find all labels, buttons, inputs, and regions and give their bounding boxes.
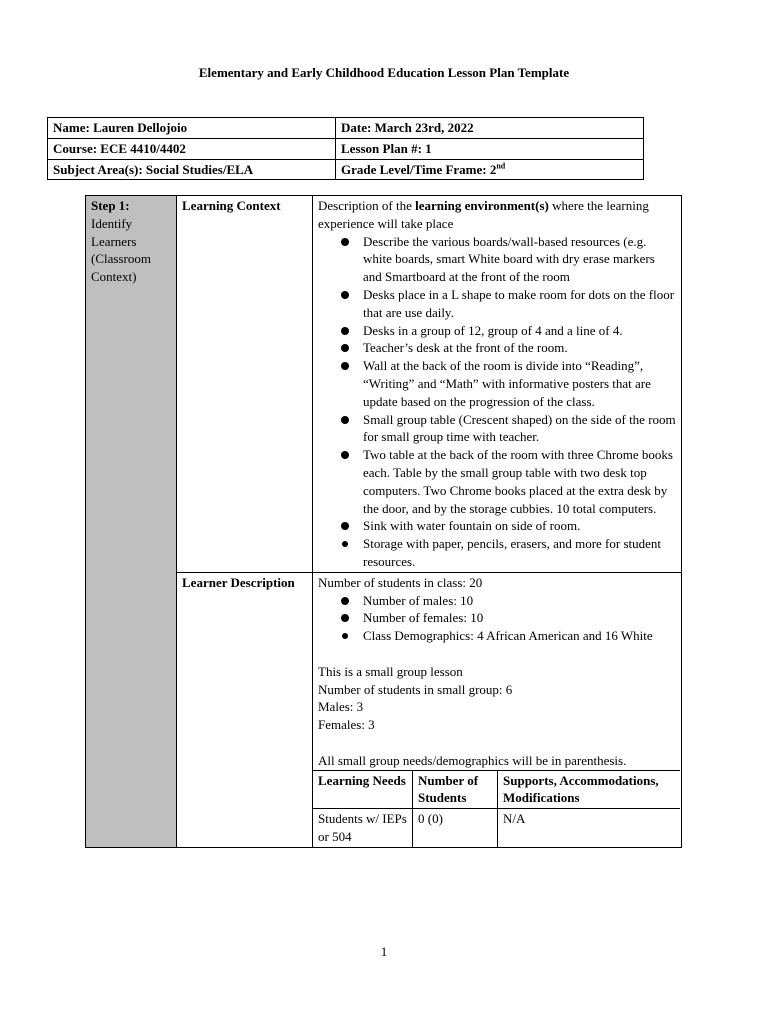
small-group-text: This is a small group lesson <box>318 663 463 679</box>
table-cell: 0 (0) <box>413 809 498 847</box>
learning-context-list <box>318 233 676 571</box>
list-item: Wall at the back of the room is divide into “Reading”, “Writing” and “Math” with informative posters that are update based on the progression of the class. <box>363 357 676 410</box>
subject-cell: Subject Area(s): Social Studies/ELA <box>48 159 336 180</box>
header-supports: Supports, Accommodations, Modifications <box>498 770 681 809</box>
grade-superscript: nd <box>496 161 506 171</box>
females-count: Females: 3 <box>318 717 375 733</box>
list-item: Teacher’s desk at the front of the room. <box>363 339 676 357</box>
table-cell: Students w/ IEPs or 504 <box>313 809 413 847</box>
lesson-plan-cell: Lesson Plan #: 1 <box>336 138 644 159</box>
learning-context-label: Learning Context <box>177 196 313 573</box>
list-item: Small group table (Crescent shaped) on the side of the room for small group time with teacher. <box>363 411 676 445</box>
table-cell: N/A <box>498 809 681 847</box>
document-title: Elementary and Early Childhood Education Lesson Plan Template <box>198 65 570 80</box>
header-learning-needs: Learning Needs <box>313 770 413 809</box>
list-item: Storage with paper, pencils, erasers, and more for student resources. <box>363 535 676 571</box>
lesson-table <box>85 195 682 848</box>
learner-list <box>318 592 676 645</box>
list-item: Two table at the back of the room with three Chrome books each. Table by the small group table with two desk top computers. Two Chrome books placed at the extra desk by the door, and by the storage cubbies. 10 total computers. <box>363 446 676 517</box>
males-count: Males: 3 <box>318 699 364 715</box>
header-number-students: Number of Students <box>413 770 498 809</box>
name-cell: Name: Lauren Dellojoio <box>48 118 336 139</box>
list-item: Describe the various boards/wall-based resources (e.g. white boards, smart White board with dry erase markers and Smartboard at the front of the room <box>363 233 676 286</box>
learner-description-content <box>313 572 682 847</box>
learning-context-intro: Description of the learning environment(s) where the learning experience will take place <box>318 198 649 231</box>
list-item: Number of males: 10 <box>363 592 676 610</box>
page-number: 1 <box>380 944 388 959</box>
learning-context-content <box>313 196 682 573</box>
list-item: Number of females: 10 <box>363 609 676 627</box>
table-header-row <box>313 770 680 809</box>
table-row <box>313 809 680 847</box>
grade-text: Grade Level/Time Frame: 2 <box>341 161 497 177</box>
parenthesis-note: All small group needs/demographics will be in parenthesis. <box>318 752 627 768</box>
small-group-count: Number of students in small group: 6 <box>318 681 513 697</box>
step-cell <box>86 196 177 848</box>
grade-cell <box>336 159 644 180</box>
learning-needs-table <box>313 770 680 847</box>
students-count: Number of students in class: 20 <box>318 574 483 590</box>
course-cell: Course: ECE 4410/4402 <box>48 138 336 159</box>
step-subtitle: Identify Learners (Classroom Context) <box>91 215 151 285</box>
info-table <box>47 117 644 180</box>
learner-description-label: Learner Description <box>177 572 313 847</box>
list-item: Class Demographics: 4 African American and 16 White <box>363 627 676 645</box>
list-item: Sink with water fountain on side of room. <box>363 517 676 535</box>
list-item: Desks in a group of 12, group of 4 and a line of 4. <box>363 322 676 340</box>
date-cell: Date: March 23rd, 2022 <box>336 118 644 139</box>
list-item: Desks place in a L shape to make room for dots on the floor that are use daily. <box>363 286 675 320</box>
step-title: Step 1: <box>91 198 130 213</box>
